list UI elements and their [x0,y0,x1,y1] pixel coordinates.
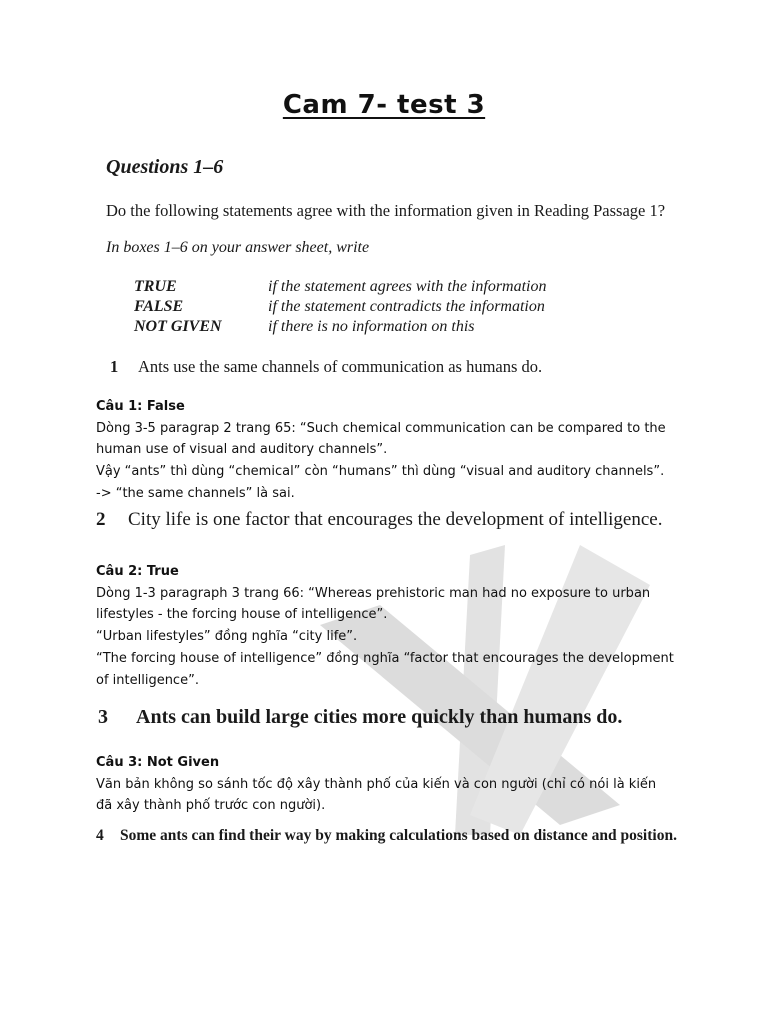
legend-meaning: if there is no information on this [268,318,475,335]
boxes-instruction: In boxes 1–6 on your answer sheet, write [106,239,370,256]
statement-number: 2 [96,509,106,530]
page-title: Cam 7- test 3 [282,90,486,120]
answer-3 [96,752,674,817]
statement-number: 3 [98,706,108,728]
statement-number: 1 [110,357,119,376]
legend-term: NOT GIVEN [134,318,222,335]
answer-line: Dòng 1-3 paragraph 3 trang 66: “Whereas prehistoric man had no exposure to urban lifestyles - the forcing house of intelligence”. [96,585,651,623]
answer-legend [134,277,547,337]
legend-row-not-given [134,317,547,337]
answer-title: Câu 3: Not Given [96,755,220,770]
statement-2 [96,509,662,531]
legend-meaning: if the statement contradicts the information [268,298,545,315]
answer-2 [96,561,674,691]
statement-text: Ants can build large cities more quickly than humans do. [136,706,623,728]
answer-line: “Urban lifestyles” đồng nghĩa “city life”. [96,629,358,645]
answer-line: “The forcing house of intelligence” đồng nghĩa “factor that encourages the development of intelligence”. [96,650,674,688]
legend-row-false [134,297,547,317]
legend-row-true [134,277,547,297]
instruction-text: Do the following statements agree with the information given in Reading Passage 1? [106,201,666,220]
answer-line: -> “the same channels” là sai. [96,485,295,501]
statement-number: 4 [96,827,104,844]
answer-line: Văn bản không so sánh tốc độ xây thành phố của kiến và con người (chỉ có nói là kiến đã xây thành phố trước con người). [96,776,657,814]
statement-3 [98,706,622,729]
statement-4 [96,827,677,845]
answer-1 [96,396,674,505]
answer-line: Dòng 3-5 paragrap 2 trang 65: “Such chemical communication can be compared to the human use of visual and auditory channels”. [96,420,666,458]
answer-title: Câu 2: True [96,564,179,579]
statement-text: Ants use the same channels of communication as humans do. [138,357,543,376]
statement-text: Some ants can find their way by making calculations based on distance and position. [120,827,677,844]
answer-line: Vậy “ants” thì dùng “chemical” còn “humans” thì dùng “visual and auditory channels”. [96,464,665,480]
questions-heading: Questions 1–6 [106,156,224,178]
legend-meaning: if the statement agrees with the information [268,278,547,295]
legend-term: FALSE [134,298,184,315]
answer-title: Câu 1: False [96,399,185,414]
statement-text: City life is one factor that encourages the development of intelligence. [128,509,663,530]
statement-1 [110,357,542,377]
legend-term: TRUE [134,278,177,295]
